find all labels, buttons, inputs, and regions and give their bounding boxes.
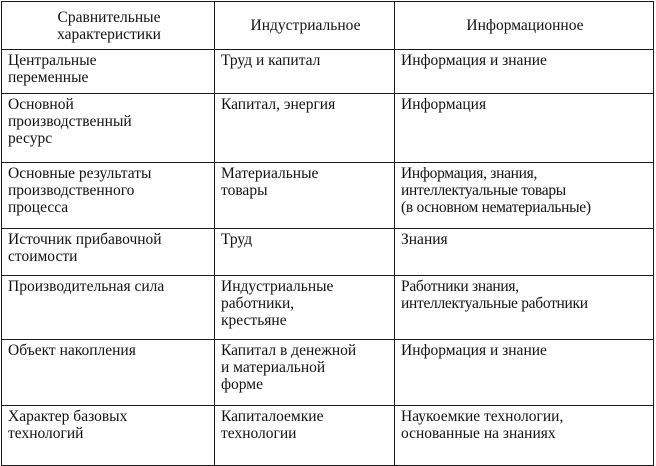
table-row xyxy=(2,406,654,466)
row-industrial-value: Капитал, энергия xyxy=(215,94,395,163)
table-row xyxy=(2,276,654,340)
row-characteristic: Источник прибавочной стоимости xyxy=(2,229,215,276)
row-informational-value: Информация и знание xyxy=(395,340,654,406)
table-header-row xyxy=(2,2,654,50)
row-characteristic: Центральные переменные xyxy=(2,50,215,94)
row-informational-value: Работники знания, интеллектуальные работники xyxy=(395,276,654,340)
table-row xyxy=(2,94,654,163)
table-row xyxy=(2,163,654,229)
table-row xyxy=(2,340,654,406)
table-row xyxy=(2,229,654,276)
row-informational-value: Информация xyxy=(395,94,654,163)
row-characteristic: Объект накопления xyxy=(2,340,215,406)
row-informational-value: Наукоемкие технологии, основанные на знаниях xyxy=(395,406,654,466)
row-informational-value: Информация, знания, интеллектуальные товары (в основном нематериальные) xyxy=(395,163,654,229)
header-informational: Информационное xyxy=(395,2,654,50)
row-informational-value: Информация и знание xyxy=(395,50,654,94)
header-characteristics: Сравнительные характеристики xyxy=(2,2,215,50)
row-industrial-value: Труд и капитал xyxy=(215,50,395,94)
row-characteristic: Характер базовых технологий xyxy=(2,406,215,466)
table-row xyxy=(2,50,654,94)
header-industrial: Индустриальное xyxy=(215,2,395,50)
row-characteristic: Основные результаты производственного процесса xyxy=(2,163,215,229)
row-characteristic: Производительная сила xyxy=(2,276,215,340)
row-characteristic: Основной производственный ресурс xyxy=(2,94,215,163)
row-industrial-value: Труд xyxy=(215,229,395,276)
row-industrial-value: Капитал в денежной и материальной форме xyxy=(215,340,395,406)
row-industrial-value: Индустриальные работники, крестьяне xyxy=(215,276,395,340)
comparison-table xyxy=(1,1,654,466)
row-industrial-value: Капиталоемкие технологии xyxy=(215,406,395,466)
row-informational-value: Знания xyxy=(395,229,654,276)
row-industrial-value: Материальные товары xyxy=(215,163,395,229)
